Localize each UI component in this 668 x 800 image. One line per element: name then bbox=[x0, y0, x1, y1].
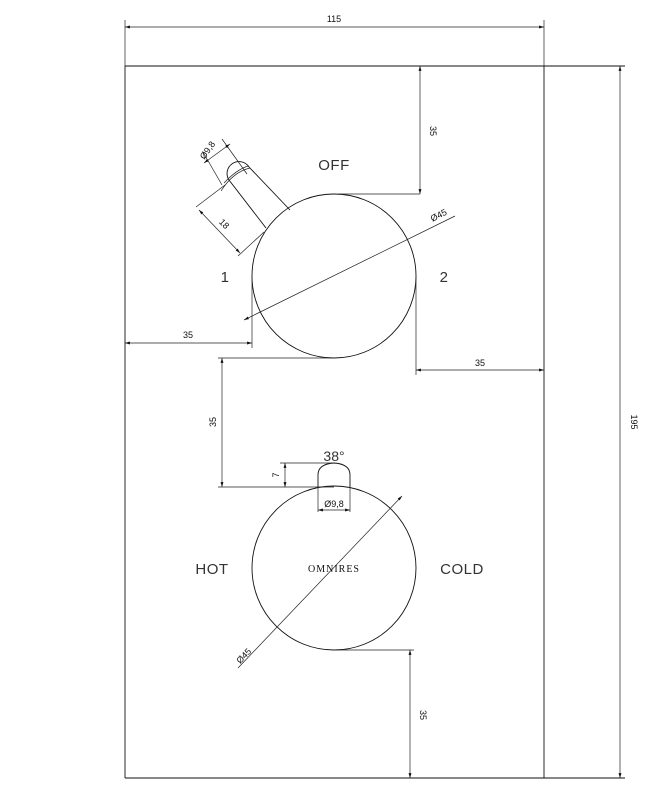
label-hot: HOT bbox=[195, 561, 229, 578]
dimension-plate-height bbox=[620, 66, 639, 778]
dimension-pin-height bbox=[271, 463, 334, 487]
pin-angle-text: 38° bbox=[323, 448, 345, 464]
plate-outline bbox=[125, 66, 625, 778]
label-position-1: 1 bbox=[220, 269, 230, 286]
upper-knob-diameter-text: Ø45 bbox=[428, 207, 449, 224]
label-off: OFF bbox=[318, 157, 350, 174]
dimension-right-offset bbox=[416, 276, 544, 375]
dimension-lower-knob-diameter bbox=[234, 496, 402, 668]
right-offset-text: 35 bbox=[474, 358, 486, 368]
dimension-top-gap bbox=[338, 66, 438, 194]
plate-width-text: 115 bbox=[326, 14, 342, 24]
pin-height-text: 7 bbox=[271, 472, 281, 478]
label-position-2: 2 bbox=[439, 269, 449, 286]
brand-logo: OMNIRES bbox=[307, 564, 361, 575]
upper-knob-lever bbox=[221, 162, 290, 228]
dimension-knob-spacing bbox=[208, 358, 334, 487]
plate-height-text: 195 bbox=[629, 414, 639, 430]
dimension-plate-width bbox=[125, 14, 544, 27]
dimension-upper-knob-diameter bbox=[244, 207, 455, 320]
top-gap-text: 35 bbox=[428, 125, 438, 137]
dimension-pin-diameter bbox=[318, 499, 350, 510]
left-offset-text: 35 bbox=[182, 330, 194, 340]
dimension-left-offset bbox=[125, 276, 252, 348]
lever-diameter-text: Ø9,8 bbox=[197, 139, 218, 162]
dimension-lever-length bbox=[196, 185, 264, 256]
lower-knob-diameter-text: Ø45 bbox=[234, 646, 254, 666]
lever-length-text: 18 bbox=[217, 216, 232, 231]
dimension-bottom-gap bbox=[334, 650, 428, 778]
knob-spacing-text: 35 bbox=[208, 416, 218, 428]
pin-diameter-text: Ø9,8 bbox=[324, 499, 344, 509]
bottom-gap-text: 35 bbox=[418, 709, 428, 721]
label-cold: COLD bbox=[440, 561, 484, 578]
